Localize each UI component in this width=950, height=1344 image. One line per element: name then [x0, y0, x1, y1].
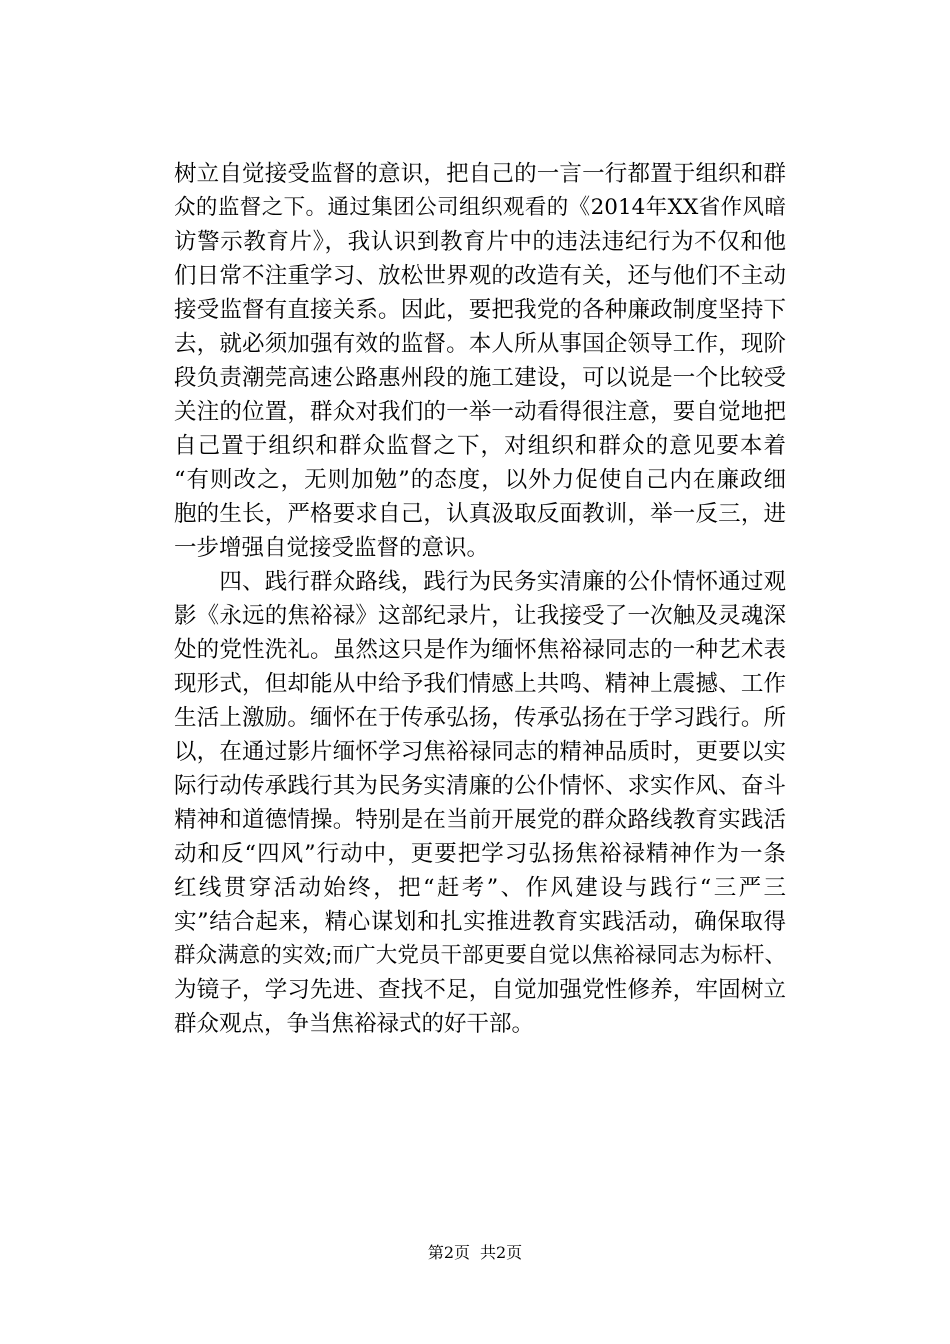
text-line-paragraph-start: 四、践行群众路线，践行为民务实清廉的公仆情怀通过观	[174, 569, 786, 595]
text-line: 树立自觉接受监督的意识，把自己的一言一行都置于组织和群	[174, 161, 786, 187]
text-line: 际行动传承践行其为民务实清廉的公仆情怀、求实作风、奋斗	[174, 773, 786, 799]
text-line: 影《永远的焦裕禄》这部纪录片，让我接受了一次触及灵魂深	[174, 603, 786, 629]
text-line: 现形式，但却能从中给予我们情感上共鸣、精神上震撼、工作	[174, 671, 786, 697]
text-line: 访警示教育片》，我认识到教育片中的违法违纪行为不仅和他	[174, 229, 786, 255]
text-line: 动和反“四风”行动中，更要把学习弘扬焦裕禄精神作为一条	[174, 841, 786, 867]
text-line: “有则改之，无则加勉”的态度，以外力促使自己内在廉政细	[174, 467, 786, 493]
text-line: 去，就必须加强有效的监督。本人所从事国企领导工作，现阶	[174, 331, 786, 357]
text-line: 接受监督有直接关系。因此，要把我党的各种廉政制度坚持下	[174, 297, 786, 323]
text-line-paragraph-end: 一步增强自觉接受监督的意识。	[174, 535, 490, 561]
page-number: 第2页	[427, 1243, 470, 1262]
text-line: 自己置于组织和群众监督之下，对组织和群众的意见要本着	[174, 433, 786, 459]
page-footer	[0, 1241, 950, 1265]
text-line-paragraph-end: 群众观点，争当焦裕禄式的好干部。	[174, 1011, 535, 1037]
text-line: 们日常不注重学习、放松世界观的改造有关，还与他们不主动	[174, 263, 786, 289]
text-line: 群众满意的实效;而广大党员干部更要自觉以焦裕禄同志为标杆、	[174, 943, 786, 968]
text-line: 红线贯穿活动始终，把“赶考”、作风建设与践行“三严三	[174, 875, 786, 901]
text-line: 为镜子，学习先进、查找不足，自觉加强党性修养，牢固树立	[174, 977, 786, 1003]
text-line: 以，在通过影片缅怀学习焦裕禄同志的精神品质时，更要以实	[174, 739, 786, 765]
document-body	[174, 157, 786, 1041]
text-line: 处的党性洗礼。虽然这只是作为缅怀焦裕禄同志的一种艺术表	[174, 637, 786, 663]
text-line: 实”结合起来，精心谋划和扎实推进教育实践活动，确保取得	[174, 909, 786, 935]
text-line: 胞的生长，严格要求自己，认真汲取反面教训，举一反三，进	[174, 501, 786, 527]
text-line: 精神和道德情操。特别是在当前开展党的群众路线教育实践活	[174, 807, 786, 833]
text-line: 关注的位置，群众对我们的一举一动看得很注意，要自觉地把	[174, 399, 786, 425]
page-total: 共2页	[480, 1243, 523, 1262]
text-line: 众的监督之下。通过集团公司组织观看的《2014年XX省作风暗	[174, 195, 786, 220]
text-line: 段负责潮莞高速公路惠州段的施工建设，可以说是一个比较受	[174, 365, 786, 391]
text-line: 生活上激励。缅怀在于传承弘扬，传承弘扬在于学习践行。所	[174, 705, 786, 731]
